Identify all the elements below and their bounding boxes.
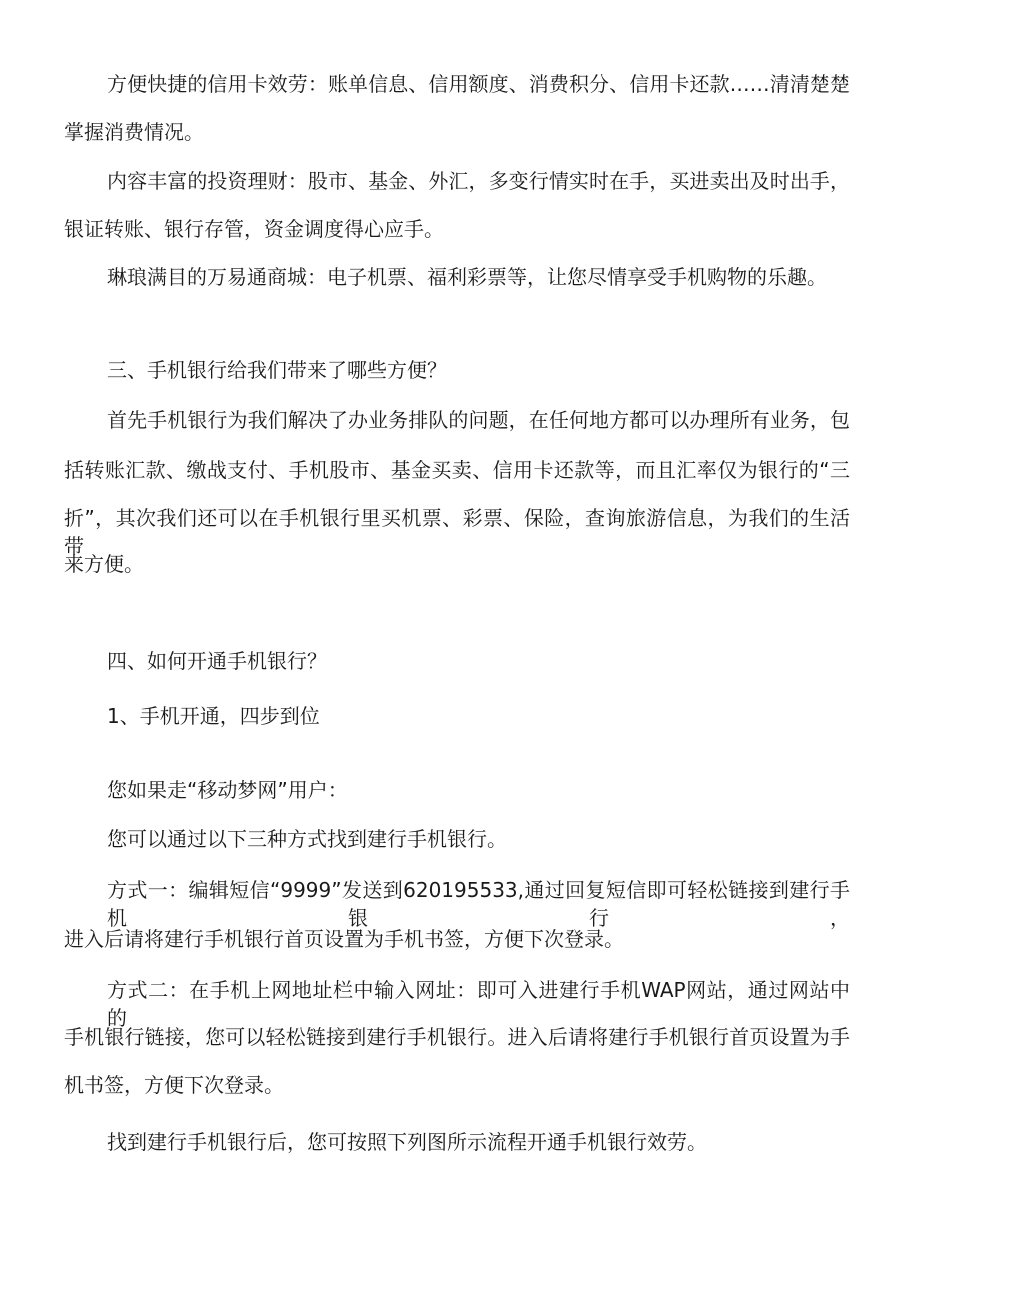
paragraph-mall: 琳琅满目的万易通商城：电子机票、福利彩票等，让您尽情享受手机购物的乐趣。: [107, 265, 827, 289]
paragraph-investment-line1: 内容丰富的投资理财：股市、基金、外汇，多变行情实时在手，买进卖出及时出手，: [107, 169, 850, 193]
paragraph-convenience-line1: 首先手机银行为我们解决了办业务排队的问题，在任何地方都可以办理所有业务，包: [107, 408, 850, 432]
paragraph-monternet-user: 您如果走“移动梦网”用户：: [107, 778, 348, 802]
subsection-heading-1: 1、手机开通，四步到位: [107, 704, 320, 728]
paragraph-three-methods: 您可以通过以下三种方式找到建行手机银行。: [107, 827, 507, 851]
paragraph-convenience-line3: 折”，其次我们还可以在手机银行里买机票、彩票、保险，查询旅游信息，为我们的生活带: [64, 506, 850, 558]
paragraph-open-flow: 找到建行手机银行后，您可按照下列图所示流程开通手机银行效劳。: [107, 1130, 707, 1154]
section-heading-3: 三、手机银行给我们带来了哪些方便？: [107, 358, 447, 382]
section-heading-4: 四、如何开通手机银行？: [107, 649, 327, 673]
paragraph-method1-line2: 进入后请将建行手机银行首页设置为手机书签，方便下次登录。: [64, 927, 624, 951]
paragraph-investment-line2: 银证转账、银行存管，资金调度得心应手。: [64, 217, 444, 241]
paragraph-convenience-line2: 括转账汇款、缴战支付、手机股市、基金买卖、信用卡还款等，而且汇率仅为银行的“三: [64, 458, 850, 482]
paragraph-credit-card-line2: 掌握消费情况。: [64, 120, 204, 144]
paragraph-method2-line3: 机书签，方便下次登录。: [64, 1073, 284, 1097]
paragraph-method2-line2: 手机银行链接，您可以轻松链接到建行手机银行。进入后请将建行手机银行首页设置为手: [64, 1025, 850, 1049]
paragraph-credit-card-line1: 方便快捷的信用卡效劳：账单信息、信用额度、消费积分、信用卡还款……清清楚楚: [107, 72, 850, 96]
paragraph-convenience-line4: 来方便。: [64, 552, 144, 576]
paragraph-method1-line1: 方式一：编辑短信“9999”发送到620195533,通过回复短信即可轻松链接到建行手机银行，: [107, 878, 850, 930]
paragraph-method2-line1: 方式二：在手机上网地址栏中输入网址：即可入进建行手机WAP网站，通过网站中的: [107, 978, 850, 1030]
